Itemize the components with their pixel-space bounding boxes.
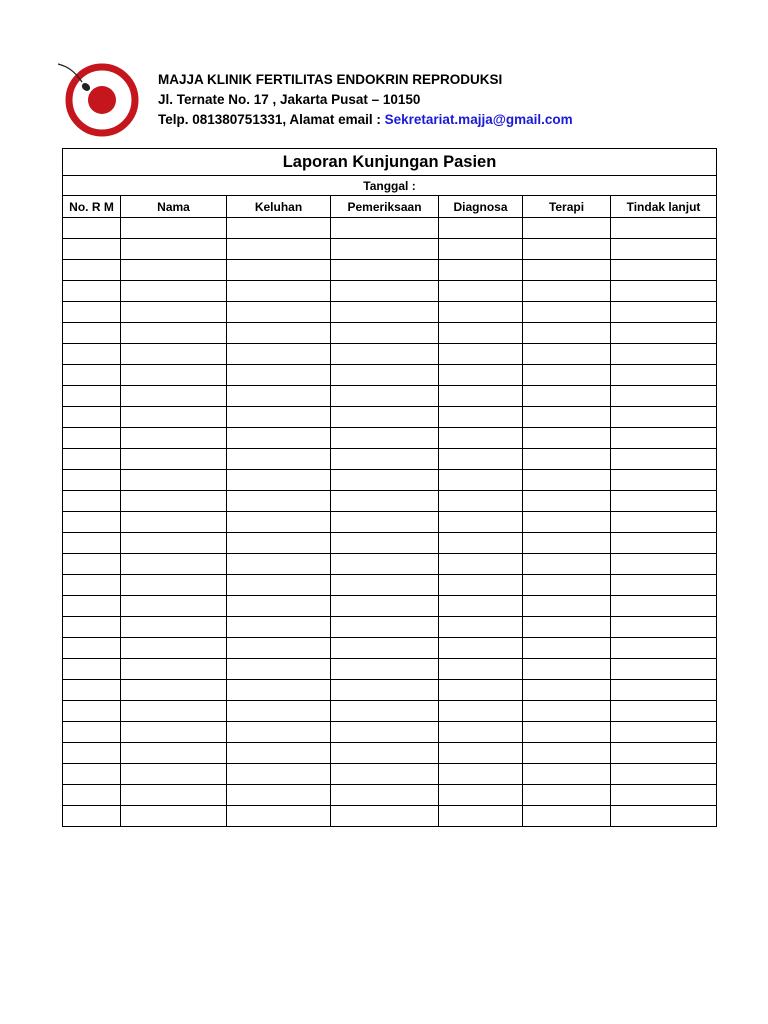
table-cell xyxy=(523,491,611,512)
table-cell xyxy=(331,638,439,659)
table-cell xyxy=(63,428,121,449)
table-cell xyxy=(439,449,523,470)
table-cell xyxy=(63,701,121,722)
table-cell xyxy=(611,512,717,533)
table-cell xyxy=(523,596,611,617)
report-date-label: Tanggal : xyxy=(63,176,717,196)
table-cell xyxy=(611,302,717,323)
table-cell xyxy=(331,680,439,701)
table-cell xyxy=(63,407,121,428)
table-cell xyxy=(63,218,121,239)
table-cell xyxy=(63,260,121,281)
clinic-logo xyxy=(54,60,142,142)
table-cell xyxy=(121,491,227,512)
table-cell xyxy=(227,701,331,722)
table-cell xyxy=(523,239,611,260)
table-cell xyxy=(331,806,439,827)
contact-text: Telp. 081380751331, Alamat email : xyxy=(158,112,385,127)
table-row xyxy=(63,218,717,239)
table-cell xyxy=(331,449,439,470)
table-cell xyxy=(439,722,523,743)
table-cell xyxy=(121,701,227,722)
table-cell xyxy=(611,407,717,428)
table-cell xyxy=(63,344,121,365)
clinic-contact xyxy=(158,110,573,130)
table-cell xyxy=(439,323,523,344)
table-cell xyxy=(63,680,121,701)
table-cell xyxy=(439,785,523,806)
table-cell xyxy=(611,785,717,806)
table-cell xyxy=(331,428,439,449)
table-cell xyxy=(63,617,121,638)
table-row xyxy=(63,302,717,323)
col-header-diagnosa: Diagnosa xyxy=(439,196,523,218)
email-link[interactable]: Sekretariat.majja@gmail.com xyxy=(384,112,573,127)
table-cell xyxy=(227,785,331,806)
table-cell xyxy=(611,239,717,260)
col-header-keluhan: Keluhan xyxy=(227,196,331,218)
table-cell xyxy=(121,638,227,659)
table-cell xyxy=(227,491,331,512)
table-cell xyxy=(63,722,121,743)
table-cell xyxy=(523,407,611,428)
table-cell xyxy=(121,365,227,386)
table-cell xyxy=(611,596,717,617)
table-cell xyxy=(439,365,523,386)
table-cell xyxy=(523,659,611,680)
table-cell xyxy=(63,596,121,617)
table-cell xyxy=(611,470,717,491)
table-cell xyxy=(63,785,121,806)
table-cell xyxy=(523,344,611,365)
table-cell xyxy=(121,533,227,554)
table-cell xyxy=(611,806,717,827)
table-cell xyxy=(63,806,121,827)
table-cell xyxy=(121,659,227,680)
table-cell xyxy=(227,407,331,428)
table-cell xyxy=(523,554,611,575)
table-row xyxy=(63,239,717,260)
table-cell xyxy=(439,512,523,533)
table-cell xyxy=(611,365,717,386)
table-row xyxy=(63,785,717,806)
table-cell xyxy=(523,638,611,659)
table-cell xyxy=(523,680,611,701)
table-cell xyxy=(63,512,121,533)
table-cell xyxy=(439,764,523,785)
table-row xyxy=(63,575,717,596)
table-cell xyxy=(121,470,227,491)
table-cell xyxy=(63,533,121,554)
col-header-terapi: Terapi xyxy=(523,196,611,218)
table-cell xyxy=(331,764,439,785)
table-cell xyxy=(121,764,227,785)
table-cell xyxy=(63,323,121,344)
table-cell xyxy=(121,323,227,344)
table-cell xyxy=(227,743,331,764)
table-cell xyxy=(331,596,439,617)
table-cell xyxy=(523,575,611,596)
table-cell xyxy=(439,260,523,281)
table-cell xyxy=(523,323,611,344)
table-row xyxy=(63,722,717,743)
table-cell xyxy=(611,722,717,743)
table-cell xyxy=(121,596,227,617)
table-cell xyxy=(439,596,523,617)
table-row xyxy=(63,428,717,449)
table-cell xyxy=(439,806,523,827)
table-cell xyxy=(331,701,439,722)
table-cell xyxy=(611,533,717,554)
table-cell xyxy=(331,722,439,743)
table-cell xyxy=(63,743,121,764)
table-cell xyxy=(331,554,439,575)
table-row xyxy=(63,596,717,617)
table-cell xyxy=(611,428,717,449)
table-cell xyxy=(331,260,439,281)
table-cell xyxy=(439,302,523,323)
table-cell xyxy=(611,638,717,659)
table-cell xyxy=(227,449,331,470)
table-cell xyxy=(121,239,227,260)
table-cell xyxy=(227,428,331,449)
table-cell xyxy=(331,302,439,323)
table-row xyxy=(63,533,717,554)
table-cell xyxy=(611,659,717,680)
table-cell xyxy=(331,533,439,554)
col-header-pemeriksaan: Pemeriksaan xyxy=(331,196,439,218)
table-cell xyxy=(523,365,611,386)
table-cell xyxy=(523,281,611,302)
table-row xyxy=(63,806,717,827)
table-row xyxy=(63,617,717,638)
table-cell xyxy=(331,281,439,302)
table-cell xyxy=(331,617,439,638)
visit-report-table xyxy=(62,148,717,827)
table-cell xyxy=(523,449,611,470)
table-cell xyxy=(331,512,439,533)
col-header-nama: Nama xyxy=(121,196,227,218)
table-row xyxy=(63,449,717,470)
table-cell xyxy=(439,701,523,722)
table-cell xyxy=(63,554,121,575)
table-cell xyxy=(523,218,611,239)
table-cell xyxy=(227,659,331,680)
table-cell xyxy=(227,722,331,743)
clinic-name: MAJJA KLINIK FERTILITAS ENDOKRIN REPRODUKSI xyxy=(158,72,503,87)
table-cell xyxy=(439,386,523,407)
table-cell xyxy=(611,491,717,512)
table-cell xyxy=(611,764,717,785)
table-cell xyxy=(523,722,611,743)
table-row xyxy=(63,554,717,575)
table-row xyxy=(63,680,717,701)
table-cell xyxy=(63,365,121,386)
col-header-tindak-lanjut: Tindak lanjut xyxy=(611,196,717,218)
table-cell xyxy=(121,302,227,323)
table-cell xyxy=(439,554,523,575)
table-cell xyxy=(227,344,331,365)
table-cell xyxy=(611,743,717,764)
table-cell xyxy=(611,260,717,281)
table-row xyxy=(63,512,717,533)
table-cell xyxy=(121,218,227,239)
report-rows xyxy=(63,218,717,827)
table-cell xyxy=(439,638,523,659)
table-cell xyxy=(331,365,439,386)
table-row xyxy=(63,281,717,302)
table-cell xyxy=(523,806,611,827)
table-cell xyxy=(439,470,523,491)
table-cell xyxy=(121,428,227,449)
table-cell xyxy=(227,512,331,533)
table-cell xyxy=(523,260,611,281)
table-cell xyxy=(439,743,523,764)
table-cell xyxy=(63,470,121,491)
table-cell xyxy=(121,449,227,470)
table-cell xyxy=(63,764,121,785)
table-cell xyxy=(439,680,523,701)
table-cell xyxy=(331,407,439,428)
table-cell xyxy=(227,617,331,638)
table-row xyxy=(63,659,717,680)
table-cell xyxy=(439,659,523,680)
table-cell xyxy=(227,281,331,302)
table-cell xyxy=(331,323,439,344)
table-cell xyxy=(227,575,331,596)
table-cell xyxy=(523,302,611,323)
table-cell xyxy=(439,407,523,428)
table-cell xyxy=(227,554,331,575)
table-cell xyxy=(63,239,121,260)
table-cell xyxy=(331,470,439,491)
table-cell xyxy=(523,743,611,764)
table-cell xyxy=(121,785,227,806)
table-cell xyxy=(121,512,227,533)
table-cell xyxy=(331,239,439,260)
table-cell xyxy=(63,491,121,512)
table-cell xyxy=(611,701,717,722)
table-cell xyxy=(121,344,227,365)
table-cell xyxy=(331,218,439,239)
table-cell xyxy=(121,407,227,428)
table-row xyxy=(63,260,717,281)
table-cell xyxy=(611,449,717,470)
table-cell xyxy=(523,386,611,407)
table-cell xyxy=(331,386,439,407)
table-row xyxy=(63,743,717,764)
table-cell xyxy=(611,554,717,575)
table-cell xyxy=(523,617,611,638)
table-cell xyxy=(439,491,523,512)
table-cell xyxy=(121,386,227,407)
table-cell xyxy=(121,575,227,596)
table-cell xyxy=(121,680,227,701)
table-cell xyxy=(227,470,331,491)
table-cell xyxy=(227,365,331,386)
table-row xyxy=(63,365,717,386)
table-cell xyxy=(121,554,227,575)
table-cell xyxy=(121,281,227,302)
table-cell xyxy=(611,575,717,596)
table-cell xyxy=(523,512,611,533)
table-cell xyxy=(611,281,717,302)
table-cell xyxy=(523,428,611,449)
table-cell xyxy=(227,239,331,260)
table-cell xyxy=(227,218,331,239)
table-cell xyxy=(63,302,121,323)
clinic-header xyxy=(158,70,573,130)
table-cell xyxy=(227,806,331,827)
table-cell xyxy=(63,281,121,302)
table-cell xyxy=(611,344,717,365)
table-cell xyxy=(331,491,439,512)
table-cell xyxy=(611,218,717,239)
table-cell xyxy=(331,575,439,596)
table-cell xyxy=(227,260,331,281)
table-cell xyxy=(439,617,523,638)
table-cell xyxy=(227,680,331,701)
table-row xyxy=(63,323,717,344)
table-cell xyxy=(439,533,523,554)
table-cell xyxy=(121,806,227,827)
table-cell xyxy=(523,785,611,806)
col-header-no-rm: No. R M xyxy=(63,196,121,218)
clinic-address: Jl. Ternate No. 17 , Jakarta Pusat – 10150 xyxy=(158,92,421,107)
table-cell xyxy=(63,638,121,659)
table-cell xyxy=(439,344,523,365)
table-row xyxy=(63,470,717,491)
column-header-row xyxy=(63,196,717,218)
table-cell xyxy=(611,386,717,407)
table-row xyxy=(63,638,717,659)
table-cell xyxy=(63,659,121,680)
table-cell xyxy=(227,596,331,617)
table-cell xyxy=(63,449,121,470)
table-cell xyxy=(439,428,523,449)
table-cell xyxy=(63,575,121,596)
table-cell xyxy=(523,533,611,554)
table-cell xyxy=(439,575,523,596)
table-cell xyxy=(227,764,331,785)
table-cell xyxy=(331,344,439,365)
table-cell xyxy=(523,470,611,491)
table-row xyxy=(63,407,717,428)
table-cell xyxy=(523,701,611,722)
table-cell xyxy=(227,638,331,659)
table-cell xyxy=(331,659,439,680)
table-cell xyxy=(611,617,717,638)
table-row xyxy=(63,491,717,512)
table-cell xyxy=(63,386,121,407)
table-cell xyxy=(331,743,439,764)
table-cell xyxy=(331,785,439,806)
table-cell xyxy=(121,743,227,764)
table-cell xyxy=(227,533,331,554)
table-cell xyxy=(121,260,227,281)
table-cell xyxy=(227,386,331,407)
table-cell xyxy=(439,239,523,260)
table-row xyxy=(63,344,717,365)
table-cell xyxy=(121,617,227,638)
table-row xyxy=(63,701,717,722)
table-cell xyxy=(227,302,331,323)
table-cell xyxy=(439,218,523,239)
table-cell xyxy=(611,680,717,701)
report-title: Laporan Kunjungan Pasien xyxy=(63,149,717,176)
table-cell xyxy=(439,281,523,302)
table-cell xyxy=(227,323,331,344)
table-cell xyxy=(523,764,611,785)
table-cell xyxy=(121,722,227,743)
table-row xyxy=(63,386,717,407)
table-cell xyxy=(611,323,717,344)
table-row xyxy=(63,764,717,785)
